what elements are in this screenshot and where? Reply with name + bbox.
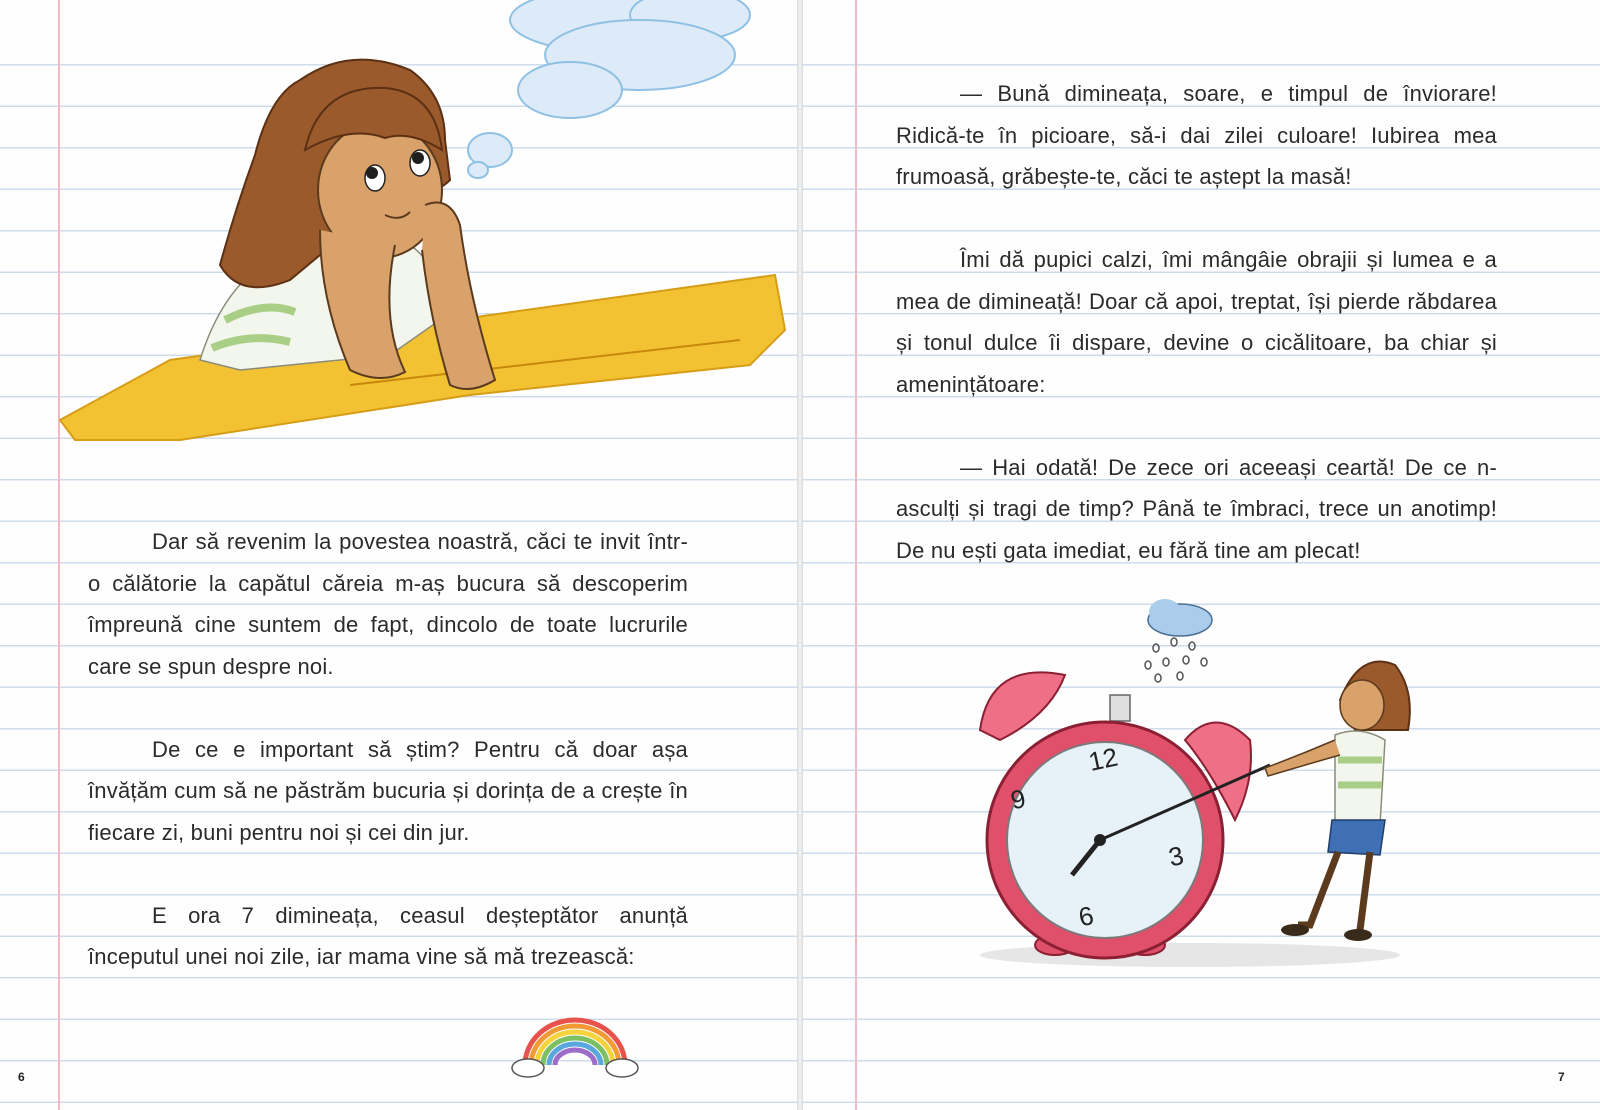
page-number-right: 7 — [1558, 1070, 1565, 1084]
clock-number-12: 12 — [1085, 741, 1121, 777]
right-margin-line — [855, 0, 857, 1110]
alarm-clock-illustration — [960, 590, 1480, 990]
paragraph: — Hai odată! De zece ori aceeași ceartă! De ce n-asculți și tragi de timp? Până te îmbraci, trece un anotimp! De nu ești gata imediat, eu fără tine am plecat! — [896, 454, 1497, 563]
clock-number-3: 3 — [1165, 840, 1187, 873]
rain-cloud-icon — [1145, 599, 1212, 682]
girl-pulling-hand — [1265, 662, 1410, 941]
rainbow-icon — [510, 1010, 640, 1080]
page-number-left: 6 — [18, 1070, 25, 1084]
clock-bell-left — [980, 672, 1065, 740]
girl-dreaming-illustration — [50, 0, 800, 480]
paragraph: Îmi dă pupici calzi, îmi mângâie obrajii și lumea e a mea de dimineață! Doar că apoi, treptat, își pierde răbdarea și tonul dulce îi dispare, devine o cicălitoare, ba chiar și amenințătoare: — [896, 247, 1497, 397]
clock-number-9: 9 — [1007, 783, 1029, 816]
paragraph: Dar să revenim la povestea noastră, căci te invit într-o călătorie la capătul căreia m-aș bucura să descoperim împreună cine suntem de fapt, dincolo de toate lucrurile care se spun despre noi. — [88, 529, 688, 679]
right-page-text — [896, 73, 1497, 571]
clock-number-6: 6 — [1075, 900, 1097, 933]
left-page-text — [88, 521, 688, 978]
paragraph: De ce e important să știm? Pentru că doar așa învățăm cum să ne păstrăm bucuria și dorința de a crește în fiecare zi, buni pentru noi și cei din jur. — [88, 736, 688, 845]
thought-cloud-icon — [468, 0, 750, 178]
paragraph: E ora 7 dimineața, ceasul deșteptător anunță începutul unei noi zile, iar mama vine să mă trezească: — [88, 902, 688, 969]
paragraph: — Bună dimineața, soare, e timpul de înviorare! Ridică-te în picioare, să-i dai zilei culoare! Iubirea mea frumoasă, grăbește-te, căci te aștept la masă! — [896, 81, 1497, 189]
